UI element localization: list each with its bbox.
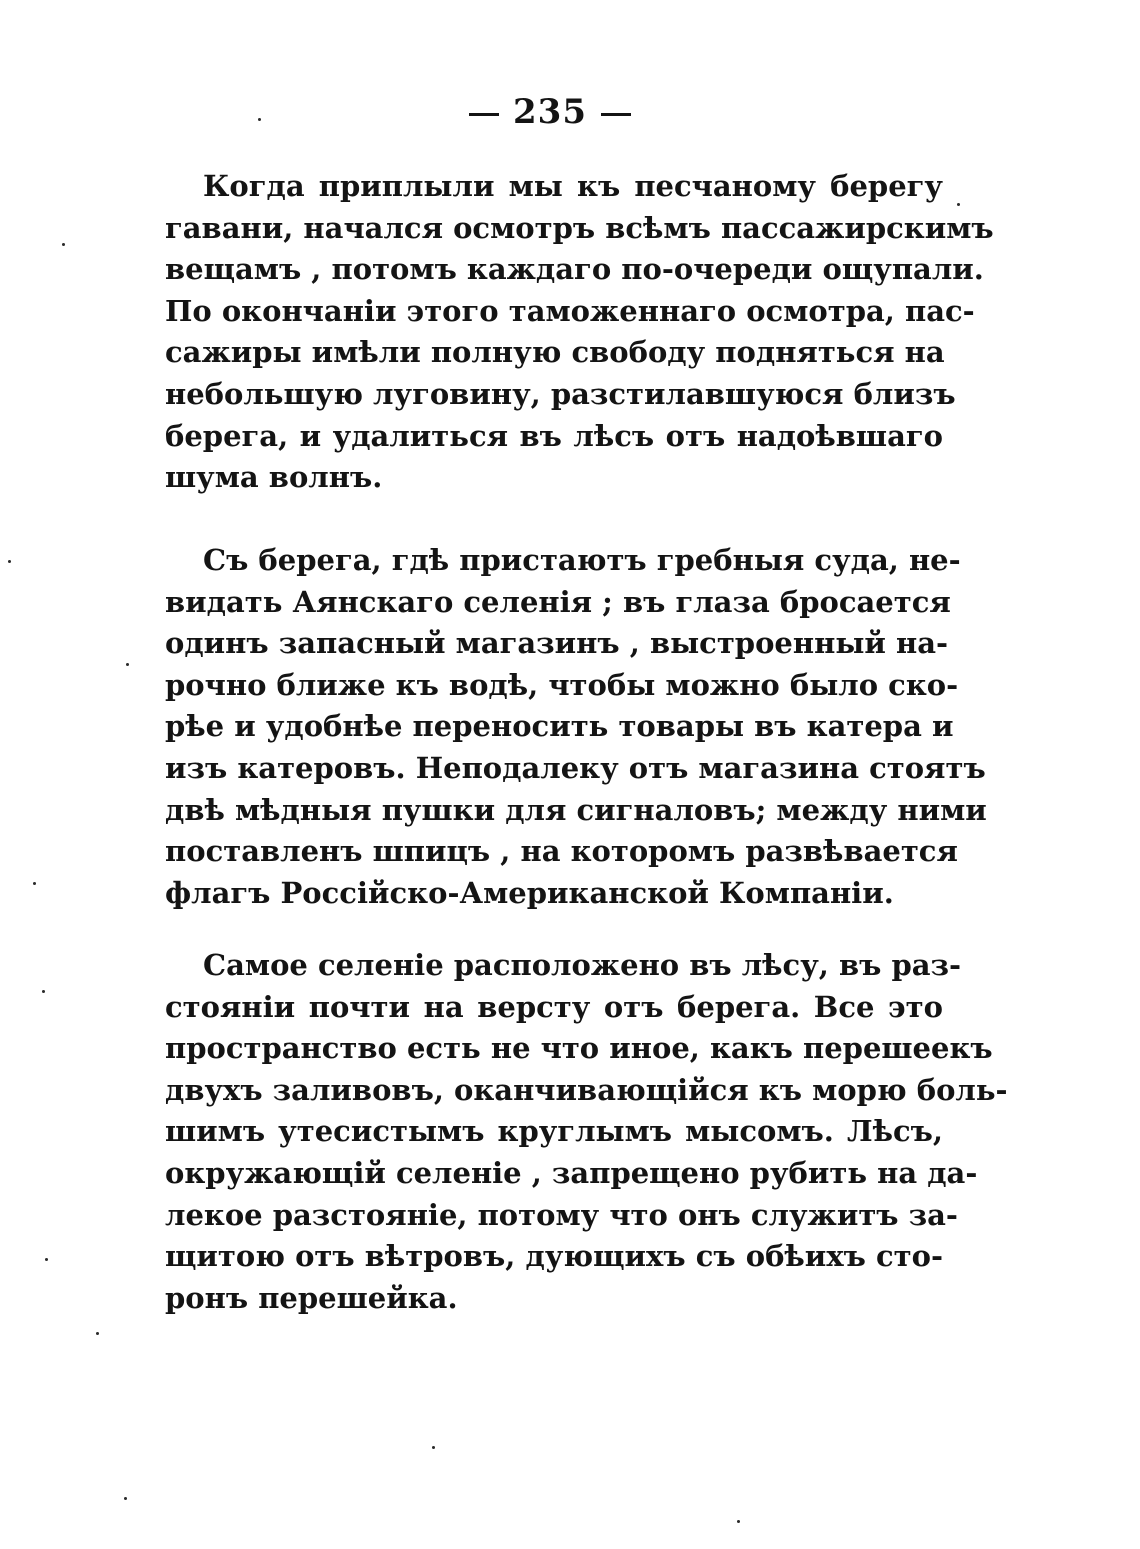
scan-speck bbox=[8, 560, 11, 563]
text-line: видать Аянскаго селенія ; въ глаза бросается bbox=[165, 584, 951, 619]
text-line: рочно ближе къ водѣ, чтобы можно было ско- bbox=[165, 667, 959, 702]
text-line: пространство есть не что иное, какъ перешеекъ bbox=[165, 1031, 993, 1066]
text-line: лекое разстояніе, потому что онъ служитъ за- bbox=[165, 1197, 958, 1232]
paragraph-1 bbox=[165, 166, 994, 499]
text-line: рѣе и удобнѣе переносить товары въ катера и bbox=[165, 709, 954, 744]
text-line: щитою отъ вѣтровъ, дующихъ съ обѣихъ сто- bbox=[165, 1239, 943, 1274]
text-line: По окончаніи этого таможеннаго осмотра, пас- bbox=[165, 293, 975, 328]
scan-speck bbox=[33, 882, 36, 885]
scan-speck bbox=[124, 1497, 127, 1500]
text-line: ронъ перешейка. bbox=[165, 1280, 458, 1315]
text-line: Самое селеніе расположено въ лѣсу, въ раз- bbox=[203, 948, 962, 982]
text-line: двѣ мѣдныя пушки для сигналовъ; между ними bbox=[165, 792, 987, 827]
text-line: шимъ утесистымъ круглымъ мысомъ. Лѣсъ, bbox=[165, 1114, 943, 1149]
text-line: поставленъ шпицъ , на которомъ развѣвается bbox=[165, 834, 958, 869]
paragraph-3 bbox=[165, 945, 1008, 1319]
scan-speck bbox=[258, 118, 261, 121]
right-dash bbox=[601, 113, 631, 116]
left-dash bbox=[469, 113, 499, 116]
text-line: двухъ заливовъ, оканчивающійся къ морю боль- bbox=[165, 1072, 1008, 1107]
scan-speck bbox=[432, 1446, 435, 1449]
paragraph-2 bbox=[165, 540, 987, 914]
page-number bbox=[0, 92, 1100, 132]
text-line: шума волнъ. bbox=[165, 460, 383, 495]
text-line: гавани, начался осмотръ всѣмъ пассажирскимъ bbox=[165, 210, 994, 245]
scan-speck bbox=[96, 1332, 99, 1335]
text-line: одинъ запасный магазинъ , выстроенный на- bbox=[165, 626, 949, 661]
text-line: стояніи почти на версту отъ берега. Все это bbox=[165, 989, 943, 1024]
scan-speck bbox=[126, 663, 129, 666]
text-line: Когда приплыли мы къ песчаному берегу bbox=[203, 169, 943, 203]
text-line: сажиры имѣли полную свободу подняться на bbox=[165, 335, 945, 370]
scan-speck bbox=[737, 1520, 740, 1523]
text-line: изъ катеровъ. Неподалеку отъ магазина стоятъ bbox=[165, 750, 986, 785]
text-line: окружающій селеніе , запрещено рубить на да- bbox=[165, 1155, 978, 1190]
text-line: флагъ Россійско-Американской Компаніи. bbox=[165, 875, 894, 910]
text-line: небольшую луговину, разстилавшуюся близъ bbox=[165, 376, 956, 411]
scan-speck bbox=[62, 243, 65, 246]
text-line: Съ берега, гдѣ пристаютъ гребныя суда, не- bbox=[203, 543, 961, 577]
text-line: берега, и удалиться въ лѣсъ отъ надоѣвшаго bbox=[165, 418, 943, 453]
scan-speck bbox=[42, 990, 45, 993]
scan-speck bbox=[957, 203, 960, 206]
page-number-value: 235 bbox=[513, 92, 587, 132]
scan-speck bbox=[45, 1258, 48, 1261]
text-line: вещамъ , потомъ каждаго по-очереди ощупали. bbox=[165, 252, 984, 287]
